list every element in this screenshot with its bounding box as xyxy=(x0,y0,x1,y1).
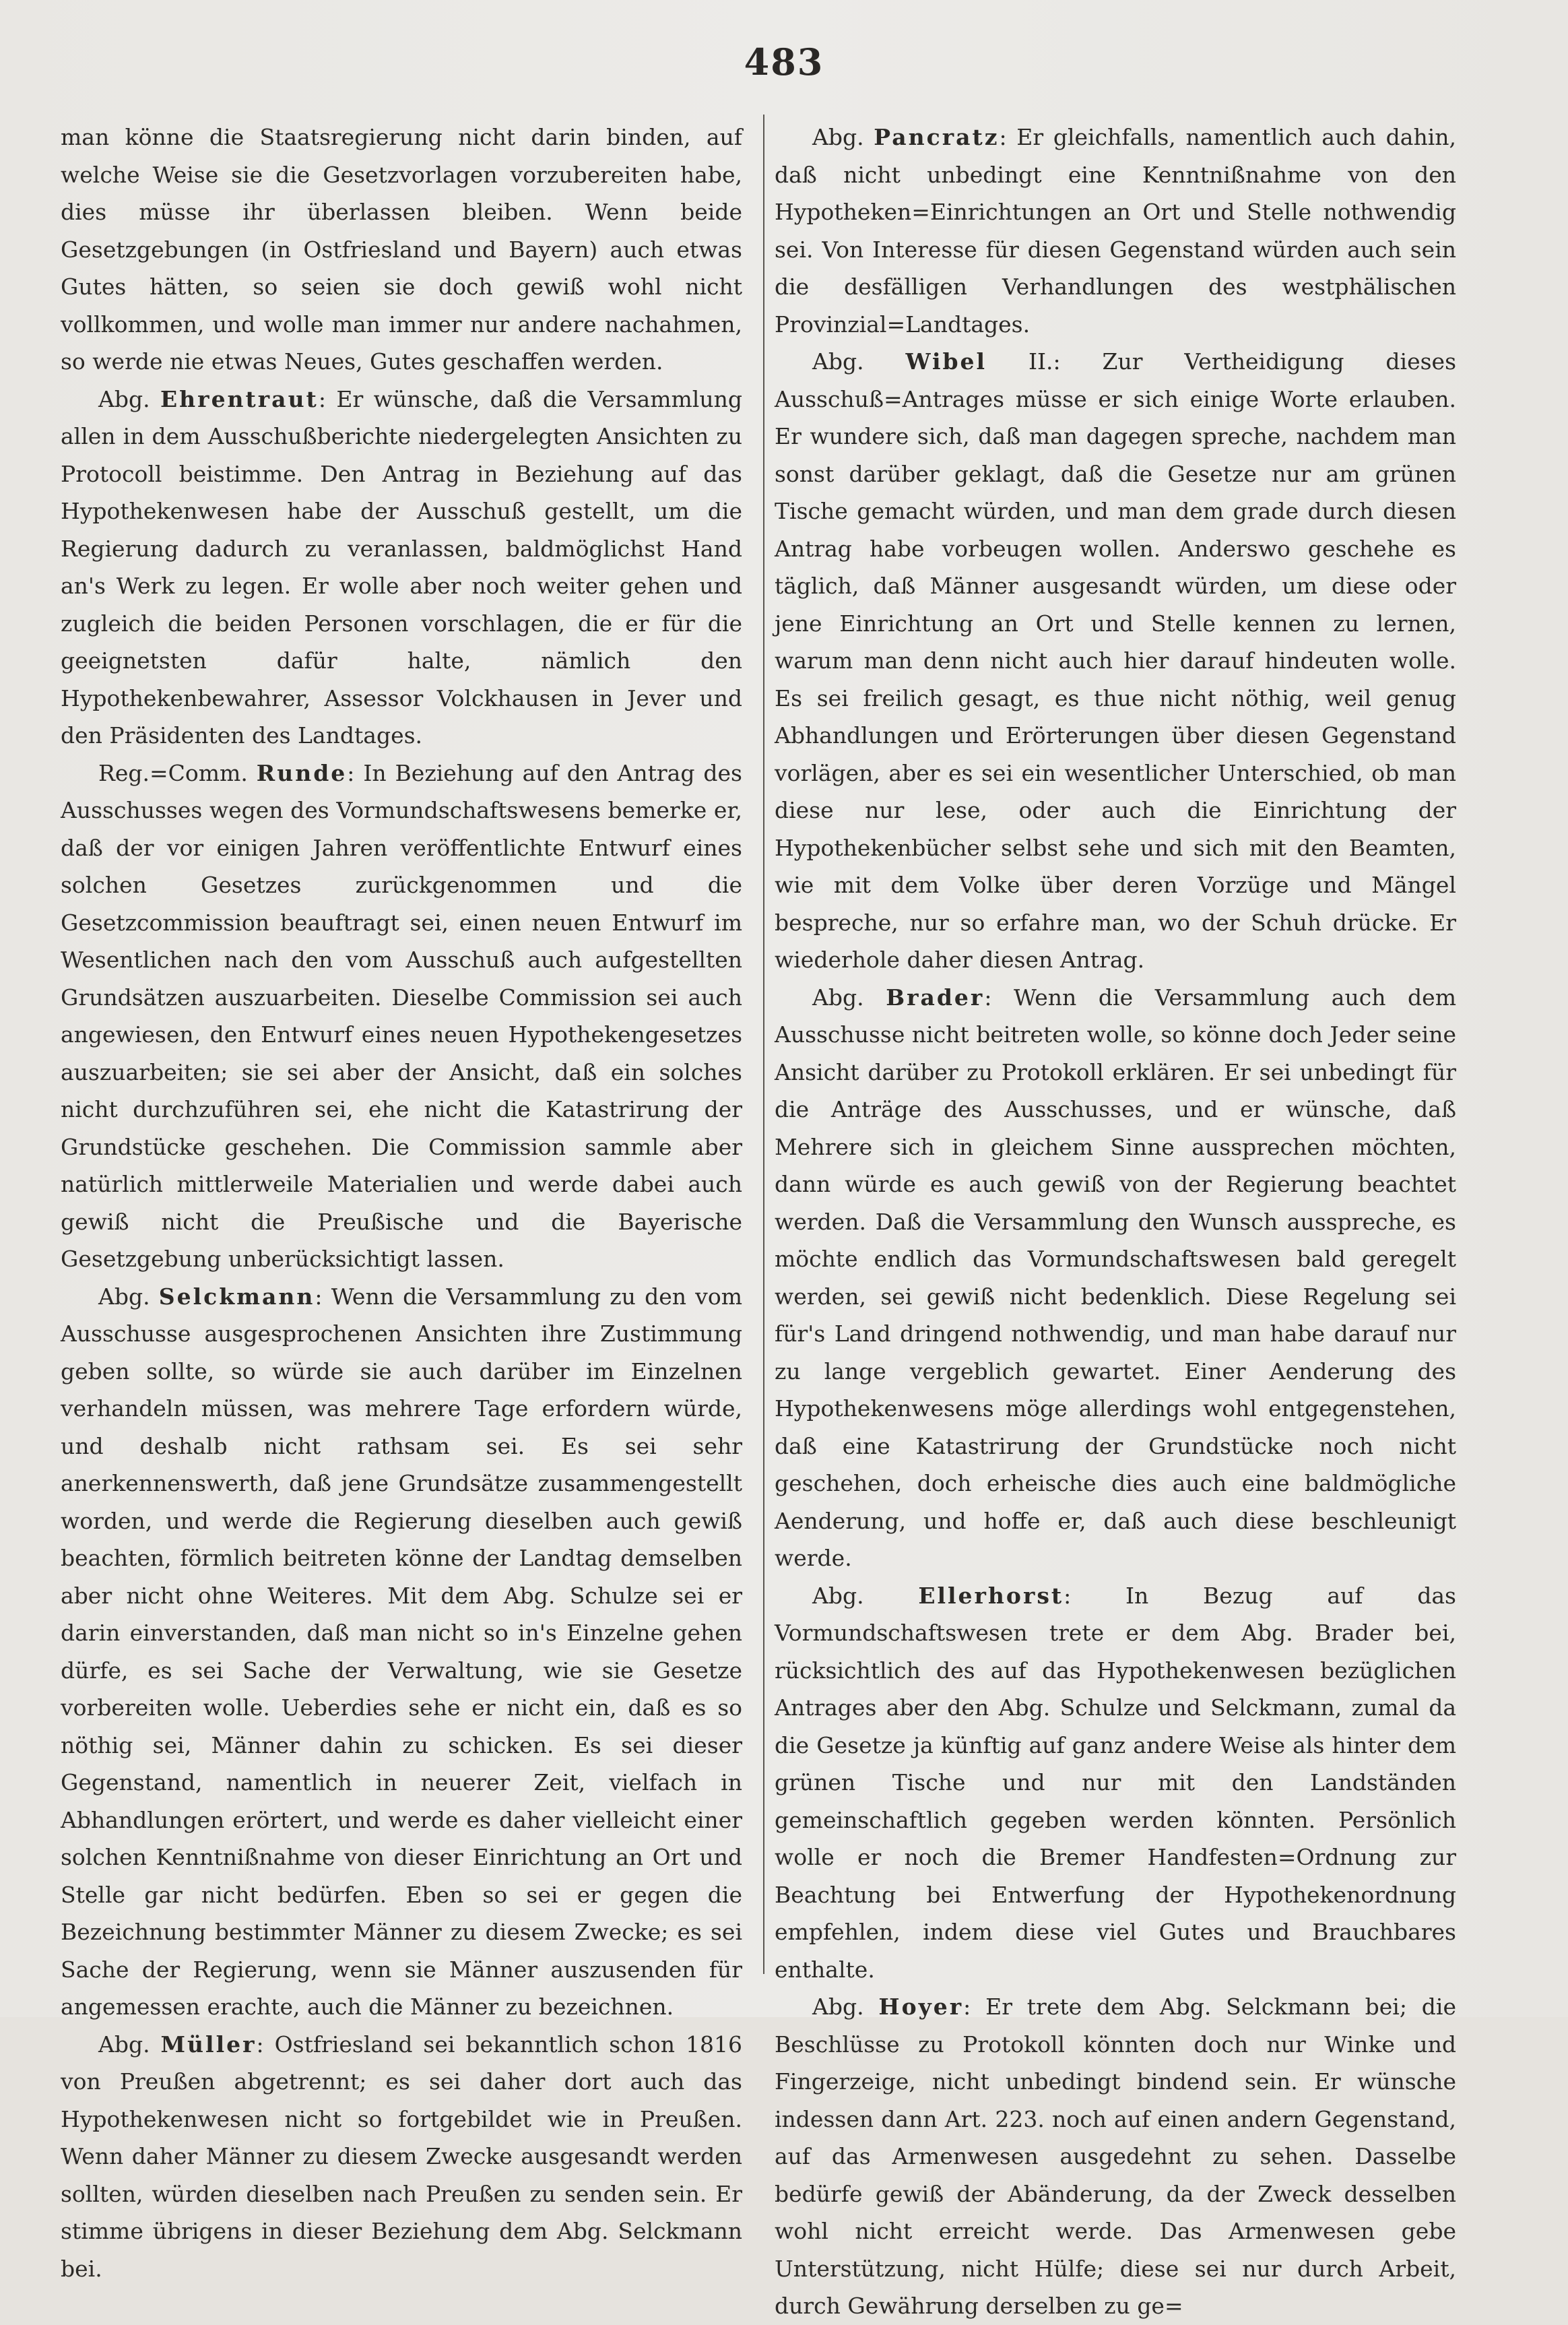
column-divider xyxy=(763,115,764,1974)
speaker-prefix: Abg. xyxy=(98,385,150,412)
paragraph xyxy=(61,381,742,755)
paragraph xyxy=(61,2026,742,2288)
speaker-prefix: Abg. xyxy=(812,1582,864,1609)
paragraph xyxy=(61,1278,742,2026)
speaker-prefix: Reg.=Comm. xyxy=(98,759,248,786)
left-column xyxy=(61,119,742,2287)
speaker-name: Hoyer xyxy=(878,1994,964,2020)
speaker-prefix: Abg. xyxy=(98,2031,150,2058)
right-column xyxy=(775,119,1456,2325)
paragraph xyxy=(775,979,1456,1577)
paragraph xyxy=(775,1577,1456,1989)
speaker-name: Pancratz xyxy=(874,124,1000,150)
paragraph xyxy=(775,119,1456,343)
paragraph xyxy=(775,343,1456,979)
speaker-suffix: II. xyxy=(987,348,1053,375)
speaker-prefix: Abg. xyxy=(812,124,864,150)
paragraph-text: : In Beziehung auf den Antrag des Ausschusses wegen des Vormundschaftswesens bemerke er, daß der vor einigen Jahren veröffentlichte Entwurf eines solchen Gesetzes zurückgenommen und die Gesetzcommission beauftragt sei, einen neuen Entwurf im Wesentlichen nach den vom Ausschuß auch aufgestellten Grundsätzen auszuarbeiten. Dieselbe Commission sei auch angewiesen, den Entwurf eines neuen Hypothekengesetzes auszuarbeiten; sie sei aber der Ansicht, daß ein solches nicht durchzuführen sei, ehe nicht die Katastrirung der Grundstücke geschehen. Die Commission sammle aber natürlich mittlerweile Materialien und werde dabei auch gewiß nicht die Preußische und die Bayerische Gesetzgebung unberücksichtigt lassen. xyxy=(61,759,742,1272)
paragraph-text: : Ostfriesland sei bekanntlich schon 1816 von Preußen abgetrennt; es sei daher dort auch das Hypothekenwesen nicht so fortgebildet wie in Preußen. Wenn daher Männer zu diesem Zwecke ausgesandt werden sollten, würden dieselben nach Preußen zu senden sein. Er stimme übrigens in dieser Beziehung dem Abg. Selckmann bei. xyxy=(61,2031,742,2282)
speaker-name: Selckmann xyxy=(158,1283,315,1310)
speaker-prefix: Abg. xyxy=(812,984,864,1011)
speaker-prefix: Abg. xyxy=(812,348,864,375)
speaker-name: Ellerhorst xyxy=(918,1582,1064,1609)
paragraph-text: : Wenn die Versammlung zu den vom Ausschusse ausgesprochenen Ansichten ihre Zustimmung geben sollte, so würde sie auch darüber im Einzelnen verhandeln müssen, was mehrere Tage erfordern würde, und deshalb nicht rathsam sei. Es sei sehr anerkennenswerth, daß jene Grundsätze zusammengestellt worden, und werde die Regierung dieselben auch gewiß beachten, förmlich beitreten könne der Landtag demselben aber nicht ohne Weiteres. Mit dem Abg. Schulze sei er darin einverstanden, daß man nicht so in's Einzelne gehen dürfe, es sei Sache der Verwaltung, wie sie Gesetze vorbereiten wolle. Ueberdies sehe er nicht ein, daß es so nöthig sei, Männer dahin zu schicken. Es sei dieser Gegenstand, namentlich in neuerer Zeit, vielfach in Abhandlungen erörtert, und werde es daher vielleicht einer solchen Kenntnißnahme von dieser Einrichtung an Ort und Stelle gar nicht bedürfen. Eben so sei er gegen die Bezeichnung bestimmter Männer zu diesem Zwecke; es sei Sache der Regierung, wenn sie Männer auszusenden für angemessen erachte, auch die Männer zu bezeichnen. xyxy=(61,1283,742,2020)
paragraph-text: : Er trete dem Abg. Selckmann bei; die Beschlüsse zu Protokoll könnten doch nur Winke und Fingerzeige, nicht unbedingt bindend sein. Er wünsche indessen dann Art. 223. noch auf einen andern Gegenstand, auf das Armenwesen ausgedehnt zu sehen. Dasselbe bedürfe gewiß der Abänderung, da der Zweck desselben wohl nicht erreicht werde. Das Armenwesen gebe Unterstützung, nicht Hülfe; diese sei nur durch Arbeit, durch Gewährung derselben zu ge= xyxy=(775,1994,1456,2319)
paragraph-text: : In Bezug auf das Vormundschaftswesen trete er dem Abg. Brader bei, rücksichtlich des auf das Hypothekenwesen bezüglichen Antrages aber den Abg. Schulze und Selckmann, zumal da die Gesetze ja künftig auf ganz andere Weise als hinter dem grünen Tische und nur mit den Landständen gemeinschaftlich gegeben werden könnten. Persönlich wolle er noch die Bremer Handfesten=Ordnung zur Beachtung bei Entwerfung der Hypothekenordnung empfehlen, indem diese viel Gutes und Brauchbares enthalte. xyxy=(775,1582,1456,1983)
speaker-name: Müller xyxy=(160,2031,257,2058)
paragraph xyxy=(61,755,742,1278)
paragraph xyxy=(775,1988,1456,2325)
paragraph-text: man könne die Staatsregierung nicht darin binden, auf welche Weise sie die Gesetzvorlagen vorzubereiten habe, dies müsse ihr überlassen bleiben. Wenn beide Gesetzgebungen (in Ostfriesland und Bayern) auch etwas Gutes hätten, so seien sie doch gewiß wohl nicht vollkommen, und wolle man immer nur andere nachahmen, so werde nie etwas Neues, Gutes geschaffen werden. xyxy=(61,124,742,375)
speaker-name: Ehrentraut xyxy=(160,385,319,412)
speaker-name: Runde xyxy=(256,759,348,786)
speaker-name: Brader xyxy=(886,984,985,1011)
paragraph-text: : Er gleichfalls, namentlich auch dahin, daß nicht unbedingt eine Kenntnißnahme von den Hypotheken=Einrichtungen an Ort und Stelle nothwendig sei. Von Interesse für diesen Gegenstand würden auch sein die desfälligen Verhandlungen des westphälischen Provinzial=Landtages. xyxy=(775,124,1456,338)
speaker-prefix: Abg. xyxy=(98,1283,150,1310)
paragraph xyxy=(61,119,742,381)
page-number: 483 xyxy=(744,40,824,84)
speaker-prefix: Abg. xyxy=(812,1994,864,2020)
paragraph-text: : Zur Vertheidigung dieses Ausschuß=Antrages müsse er sich einige Worte erlauben. Er wundere sich, daß man dagegen spreche, nachdem man sonst darüber geklagt, daß die Gesetze nur am grünen Tische gemacht würden, und man dem grade durch diesen Antrag habe vorbeugen wollen. Anderswo geschehe es täglich, daß Männer ausgesandt würden, um diese oder jene Einrichtung an Ort und Stelle kennen zu lernen, warum man denn nicht auch hier darauf hindeuten wolle. Es sei freilich gesagt, es thue nicht nöthig, weil genug Abhandlungen und Erörterungen über diesen Gegenstand vorlägen, aber es sei ein wesentlicher Unterschied, ob man diese nur lese, oder auch die Einrichtung der Hypothekenbücher selbst sehe und sich mit den Beamten, wie mit dem Volke über deren Vorzüge und Mängel bespreche, nur so erfahre man, wo der Schuh drücke. Er wiederhole daher diesen Antrag. xyxy=(775,348,1457,973)
paragraph-text: : Wenn die Versammlung auch dem Ausschusse nicht beitreten wolle, so könne doch Jeder seine Ansicht darüber zu Protokoll erklären. Er sei unbedingt für die Anträge des Ausschusses, und er wünsche, daß Mehrere sich in gleichem Sinne aussprechen möchten, dann würde es auch gewiß von der Regierung beachtet werden. Daß die Versammlung den Wunsch ausspreche, es möchte endlich das Vormundschaftswesen bald geregelt werden, sei gewiß nicht bedenklich. Diese Regelung sei für's Land dringend nothwendig, und man habe darauf nur zu lange vergeblich gewartet. Einer Aenderung des Hypothekenwesens möge allerdings wohl entgegenstehen, daß eine Katastrirung der Grundstücke noch nicht geschehen, doch erheische dies auch eine baldmögliche Aenderung, und hoffe er, daß auch diese beschleunigt werde. xyxy=(775,984,1456,1571)
speaker-name: Wibel xyxy=(905,348,987,375)
paragraph-text: : Er wünsche, daß die Versammlung allen in dem Ausschußberichte niedergelegten Ansichten zu Protocoll beistimme. Den Antrag in Beziehung auf das Hypothekenwesen habe der Ausschuß gestellt, um die Regierung dadurch zu veranlassen, baldmöglichst Hand an's Werk zu legen. Er wolle aber noch weiter gehen und zugleich die beiden Personen vorschlagen, die er für die geeignetsten dafür halte, nämlich den Hypothekenbewahrer, Assessor Volckhausen in Jever und den Präsidenten des Landtages. xyxy=(61,385,742,749)
